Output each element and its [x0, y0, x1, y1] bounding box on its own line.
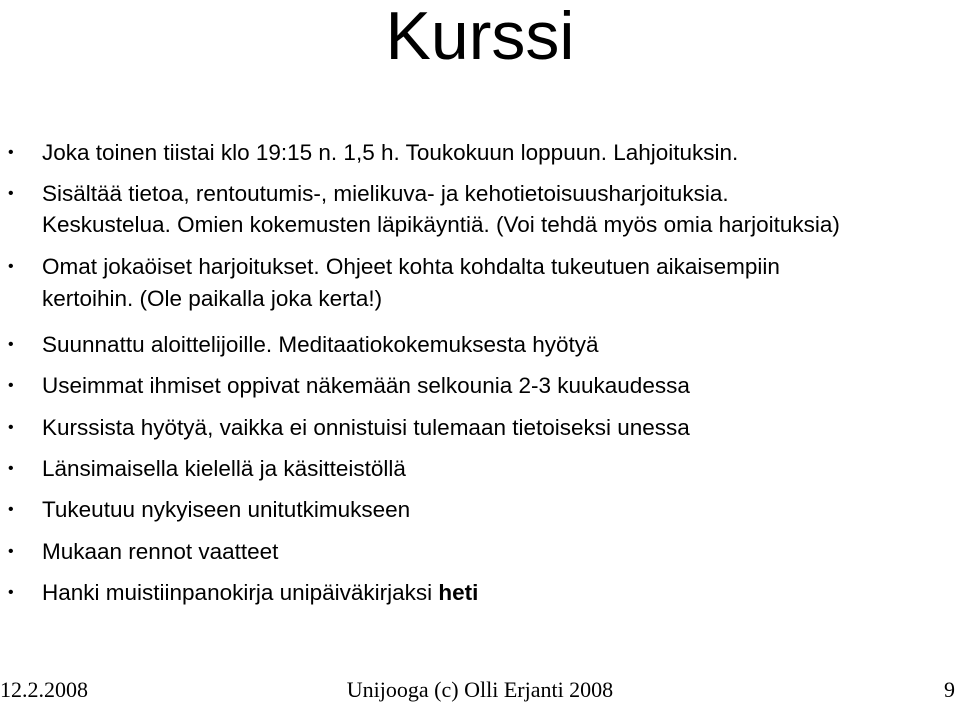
slide-title: Kurssi	[385, 0, 575, 74]
bullet-text: Hanki muistiinpanokirja unipäiväkirjaksi	[42, 580, 439, 605]
bullet-icon: •	[8, 258, 14, 275]
bullet-icon: •	[8, 377, 14, 394]
bullet-line: Useimmat ihmiset oppivat näkemään selkounia 2-3 kuukaudessa	[42, 373, 690, 398]
bullet-line: kertoihin. (Ole paikalla joka kerta!)	[42, 286, 383, 311]
bullet-line: Mukaan rennot vaatteet	[42, 539, 279, 564]
bullet-icon: •	[8, 419, 14, 436]
bullet-line: Länsimaisella kielellä ja käsitteistöllä	[42, 456, 406, 481]
bullet-icon: •	[8, 185, 14, 202]
emphasis-text: heti	[438, 580, 479, 605]
bullet-line: Omat jokaöiset harjoitukset. Ohjeet kohta kohdalta tukeutuen aikaisempiin	[42, 254, 780, 279]
bullet-icon: •	[8, 460, 14, 477]
bullet-icon: •	[8, 144, 14, 161]
bullet-line: Tukeutuu nykyiseen unitutkimukseen	[42, 497, 411, 522]
footer-date: 12.2.2008	[0, 677, 88, 702]
bullet-line	[42, 579, 478, 607]
bullet-line: Keskustelua. Omien kokemusten läpikäyntiä. (Voi tehdä myös omia harjoituksia)	[42, 212, 840, 237]
bullet-icon: •	[8, 501, 14, 518]
bullet-icon: •	[8, 584, 14, 601]
bullet-line: Joka toinen tiistai klo 19:15 n. 1,5 h. Toukokuun loppuun. Lahjoituksin.	[42, 140, 739, 165]
bullet-line: Kurssista hyötyä, vaikka ei onnistuisi tulemaan tietoiseksi unessa	[42, 415, 690, 440]
bullet-line: Suunnattu aloittelijoille. Meditaatiokokemuksesta hyötyä	[42, 332, 599, 357]
bullet-icon: •	[8, 336, 14, 353]
footer-title: Unijooga (c) Olli Erjanti 2008	[346, 677, 614, 702]
page-number: 9	[944, 677, 955, 702]
bullet-icon: •	[8, 543, 14, 560]
bullet-line: Sisältää tietoa, rentoutumis-, mielikuva- ja kehotietoisuusharjoituksia.	[42, 181, 729, 206]
